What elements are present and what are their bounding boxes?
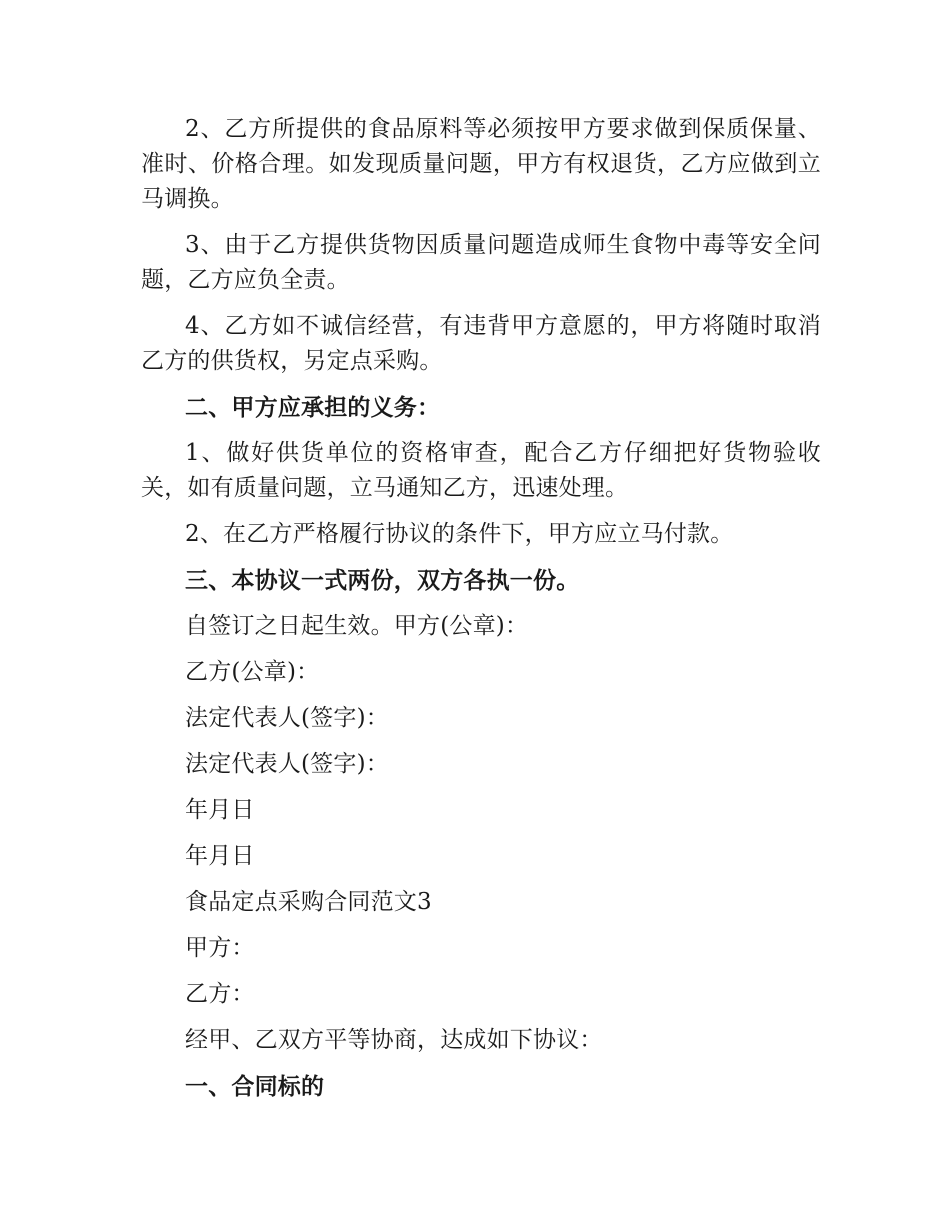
party-b-line: 乙方： [185,981,255,1007]
clause-4-integrity: 4、乙方如不诚信经营，有违背甲方意愿的，甲方将随时取消乙方的供货权，另定点采购。 [141,313,821,374]
section-heading-party-a-obligations: 二、甲方应承担的义务： [185,394,441,421]
party-a-line: 甲方： [185,935,255,961]
clause-2-quality: 2、乙方所提供的食品原料等必须按甲方要求做到保质保量、准时、价格合理。如发现质量问题，甲方有权退货，乙方应做到立马调换。 [141,116,821,212]
date-line: 年月日 [185,797,255,823]
party-b-seal-line: 乙方(公章)： [185,659,320,685]
legal-rep-signature-line: 法定代表人(签字)： [185,751,389,777]
clause-3-safety: 3、由于乙方提供货物因质量问题造成师生食物中毒等安全问题，乙方应负全责。 [141,232,821,293]
section-heading-subject: 一、合同标的 [185,1073,325,1100]
section-heading-copies: 三、本协议一式两份，双方各执一份。 [185,567,580,594]
agreement-intro: 经甲、乙双方平等协商，达成如下协议： [185,1027,603,1053]
date-line: 年月日 [185,843,255,869]
obligation-2-payment: 2、在乙方严格履行协议的条件下，甲方应立马付款。 [185,521,734,547]
legal-rep-signature-line: 法定代表人(签字)： [185,705,389,731]
effective-clause-party-a-seal: 自签订之日起生效。甲方(公章)： [185,613,529,639]
document-body [141,112,821,1115]
obligation-1-qualification: 1、做好供货单位的资格审查，配合乙方仔细把好货物验收关，如有质量问题，立马通知乙方，迅速处理。 [141,440,821,501]
contract-title: 食品定点采购合同范文3 [185,889,432,915]
